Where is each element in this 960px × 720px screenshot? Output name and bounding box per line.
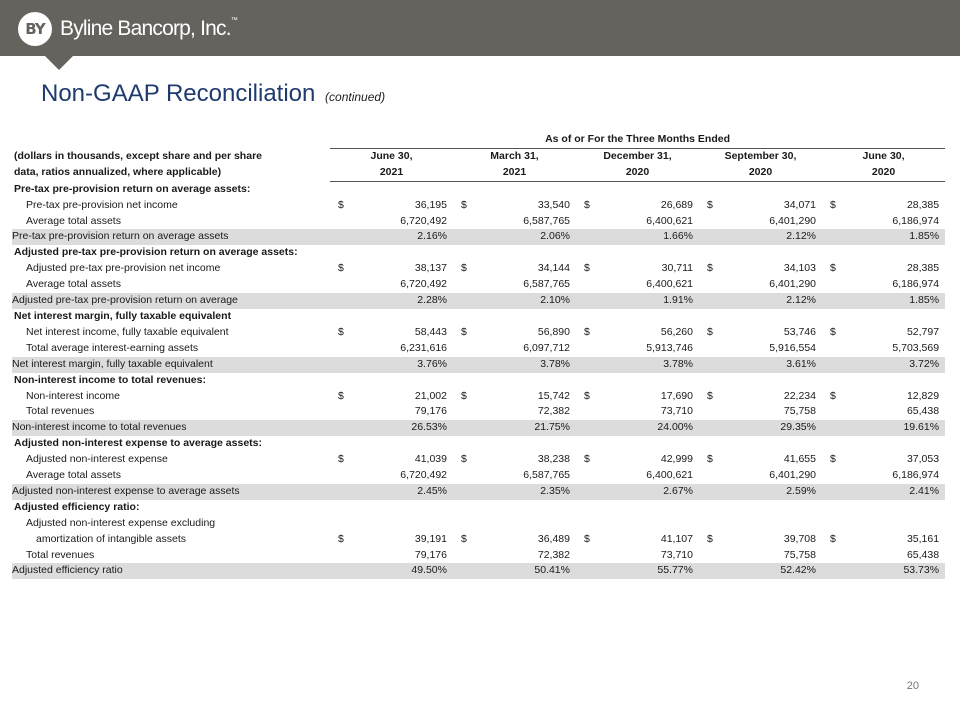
cell-value: 36,489 [537, 532, 570, 545]
table-row [12, 389, 945, 405]
row-label: Adjusted efficiency ratio [12, 563, 330, 579]
currency-symbol [822, 484, 842, 500]
currency-symbol [330, 404, 350, 420]
currency-symbol: $ [338, 389, 344, 402]
section-header-row [12, 436, 945, 452]
currency-symbol: $ [461, 198, 467, 211]
cell-value: 58,443 [414, 325, 447, 338]
cell-value: 26.53% [350, 420, 453, 436]
currency-symbol [576, 420, 596, 436]
cell-value [842, 516, 945, 532]
table-row [12, 404, 945, 420]
table-row [12, 452, 945, 468]
currency-symbol [453, 548, 473, 564]
column-header-row-2 [12, 165, 945, 181]
currency-symbol [822, 277, 842, 293]
cell-value: 79,176 [414, 405, 447, 418]
currency-symbol: $ [584, 198, 590, 211]
period-month-header: December 31, [603, 149, 672, 162]
currency-symbol [330, 357, 350, 373]
currency-symbol [699, 229, 719, 245]
currency-symbol [453, 484, 473, 500]
cell-value: 52.42% [719, 563, 822, 579]
currency-symbol [822, 516, 842, 532]
cell-value: 22,234 [783, 389, 816, 402]
cell-value: 6,401,290 [769, 214, 816, 227]
table-row [12, 341, 945, 357]
currency-symbol [576, 484, 596, 500]
cell-value: 2.45% [350, 484, 453, 500]
group-header-spacer [12, 132, 330, 148]
section-header-row [12, 245, 945, 261]
currency-symbol [576, 516, 596, 532]
cell-value: 1.91% [596, 293, 699, 309]
cell-value: 75,758 [783, 405, 816, 418]
cell-value: 36,195 [414, 198, 447, 211]
currency-symbol [330, 341, 350, 357]
currency-symbol: $ [830, 389, 836, 402]
currency-symbol [453, 277, 473, 293]
currency-symbol: $ [830, 198, 836, 211]
currency-symbol [699, 214, 719, 230]
cell-value: 24.00% [596, 420, 699, 436]
cell-value: 6,186,974 [892, 214, 940, 227]
cell-value: 33,540 [537, 198, 570, 211]
currency-symbol [576, 277, 596, 293]
currency-symbol: $ [830, 325, 836, 338]
currency-symbol [822, 468, 842, 484]
period-month-header: September 30, [724, 149, 797, 162]
cell-value: 52,797 [906, 325, 940, 338]
cell-value: 73,710 [660, 405, 693, 418]
currency-symbol [699, 277, 719, 293]
cell-value: 65,438 [906, 548, 940, 561]
cell-value: 6,400,621 [646, 278, 693, 291]
period-year-header: 2020 [699, 165, 822, 181]
cell-value: 3.72% [842, 357, 945, 373]
cell-value: 1.85% [842, 293, 945, 309]
cell-value: 55.77% [596, 563, 699, 579]
cell-value: 21.75% [473, 420, 576, 436]
ratio-row [12, 293, 945, 309]
currency-symbol [576, 293, 596, 309]
currency-symbol [453, 229, 473, 245]
logo-trademark: ™ [230, 17, 237, 24]
currency-symbol [453, 341, 473, 357]
reconciliation-table-wrapper [12, 132, 945, 579]
row-label: Pre-tax pre-provision return on average assets: [14, 182, 251, 195]
currency-symbol [822, 404, 842, 420]
currency-symbol [330, 229, 350, 245]
table-row [12, 198, 945, 214]
page-title-main: Non-GAAP Reconciliation [41, 80, 316, 107]
currency-symbol: $ [830, 532, 836, 545]
label-header-line1: (dollars in thousands, except share and per share [14, 149, 262, 162]
currency-symbol [699, 404, 719, 420]
cell-value: 2.10% [473, 293, 576, 309]
page-title-sub: (continued) [325, 90, 386, 104]
cell-value: 6,401,290 [769, 469, 816, 482]
table-row [12, 532, 945, 548]
currency-symbol: $ [338, 453, 344, 466]
currency-symbol [576, 357, 596, 373]
cell-value: 3.78% [596, 357, 699, 373]
currency-symbol [699, 563, 719, 579]
cell-value: 6,401,290 [769, 278, 816, 291]
currency-symbol: $ [461, 262, 467, 275]
currency-symbol [576, 214, 596, 230]
cell-value: 56,260 [660, 325, 693, 338]
currency-symbol: $ [707, 198, 713, 211]
period-month-header: June 30, [862, 149, 905, 162]
currency-symbol [699, 516, 719, 532]
currency-symbol [330, 563, 350, 579]
currency-symbol [576, 468, 596, 484]
currency-symbol: $ [830, 262, 836, 275]
currency-symbol: $ [338, 198, 344, 211]
cell-value: 2.16% [350, 229, 453, 245]
cell-value: 6,400,621 [646, 469, 693, 482]
currency-symbol: $ [584, 532, 590, 545]
currency-symbol [822, 548, 842, 564]
cell-value: 34,103 [783, 262, 816, 275]
row-label: Adjusted pre-tax pre-provision net income [26, 262, 221, 275]
cell-value: 2.28% [350, 293, 453, 309]
cell-value: 6,400,621 [646, 214, 693, 227]
row-label: Total revenues [26, 405, 95, 418]
ratio-row [12, 229, 945, 245]
section-header-row [12, 181, 945, 197]
cell-value: 79,176 [414, 548, 447, 561]
currency-symbol: $ [830, 453, 836, 466]
currency-symbol: $ [461, 453, 467, 466]
cell-value: 28,385 [906, 198, 940, 211]
cell-value: 41,107 [660, 532, 693, 545]
currency-symbol [453, 293, 473, 309]
cell-value: 6,587,765 [523, 214, 570, 227]
period-month-header: June 30, [370, 149, 413, 162]
logo-text [60, 17, 237, 41]
ratio-row [12, 357, 945, 373]
currency-symbol [576, 563, 596, 579]
table-row [12, 261, 945, 277]
column-header-row-1 [12, 148, 945, 164]
cell-value: 3.61% [719, 357, 822, 373]
cell-value: 29.35% [719, 420, 822, 436]
period-year-header: 2021 [330, 165, 453, 181]
cell-value: 35,161 [906, 532, 940, 545]
logo-mark: BY [18, 12, 52, 46]
currency-symbol [453, 214, 473, 230]
row-label: Adjusted pre-tax pre-provision return on average [12, 293, 330, 309]
row-label: Net interest income, fully taxable equivalent [26, 325, 229, 338]
currency-symbol [330, 516, 350, 532]
cell-value: 15,742 [537, 389, 570, 402]
currency-symbol: $ [707, 453, 713, 466]
cell-value: 6,720,492 [400, 214, 447, 227]
cell-value: 37,053 [906, 453, 940, 466]
row-label: Adjusted non-interest expense excluding [26, 516, 216, 529]
currency-symbol [699, 548, 719, 564]
row-label: Adjusted pre-tax pre-provision return on average assets: [14, 246, 298, 259]
currency-symbol [453, 404, 473, 420]
cell-value: 6,097,712 [523, 341, 570, 354]
currency-symbol: $ [584, 325, 590, 338]
cell-value: 53.73% [842, 563, 945, 579]
cell-value: 2.12% [719, 229, 822, 245]
currency-symbol [330, 420, 350, 436]
currency-symbol [330, 277, 350, 293]
cell-value: 56,890 [537, 325, 570, 338]
logo-name: Byline Bancorp, Inc. [60, 17, 231, 40]
period-year-header: 2021 [453, 165, 576, 181]
currency-symbol: $ [461, 532, 467, 545]
currency-symbol [699, 468, 719, 484]
currency-symbol [330, 468, 350, 484]
cell-value [719, 516, 822, 532]
currency-symbol: $ [584, 262, 590, 275]
cell-value: 2.41% [842, 484, 945, 500]
currency-symbol [822, 293, 842, 309]
currency-symbol [699, 420, 719, 436]
cell-value: 41,655 [783, 453, 816, 466]
row-label: amortization of intangible assets [36, 532, 186, 545]
currency-symbol [453, 357, 473, 373]
page-title [41, 80, 385, 108]
row-label: Adjusted non-interest expense to average assets: [14, 437, 262, 450]
currency-symbol: $ [584, 453, 590, 466]
reconciliation-table [12, 132, 945, 579]
row-label: Net interest margin, fully taxable equivalent [14, 309, 232, 322]
currency-symbol [576, 341, 596, 357]
cell-value: 19.61% [842, 420, 945, 436]
cell-value: 39,708 [783, 532, 816, 545]
row-label: Pre-tax pre-provision return on average assets [12, 229, 330, 245]
cell-value: 2.67% [596, 484, 699, 500]
currency-symbol [699, 484, 719, 500]
cell-value: 12,829 [906, 389, 940, 402]
cell-value: 38,137 [414, 262, 447, 275]
cell-value: 2.35% [473, 484, 576, 500]
cell-value: 41,039 [414, 453, 447, 466]
cell-value: 6,720,492 [400, 469, 447, 482]
row-label: Average total assets [26, 278, 121, 291]
header-notch [45, 56, 73, 70]
cell-value: 6,587,765 [523, 469, 570, 482]
cell-value: 6,186,974 [892, 469, 940, 482]
cell-value: 49.50% [350, 563, 453, 579]
cell-value: 2.06% [473, 229, 576, 245]
table-row [12, 548, 945, 564]
currency-symbol [822, 563, 842, 579]
currency-symbol: $ [707, 262, 713, 275]
currency-symbol [330, 293, 350, 309]
cell-value: 1.66% [596, 229, 699, 245]
currency-symbol: $ [707, 325, 713, 338]
ratio-row [12, 420, 945, 436]
cell-value: 75,758 [783, 548, 816, 561]
currency-symbol: $ [461, 325, 467, 338]
currency-symbol [576, 404, 596, 420]
cell-value: 42,999 [660, 453, 693, 466]
currency-symbol [576, 229, 596, 245]
currency-symbol [330, 214, 350, 230]
period-year-header: 2020 [822, 165, 945, 181]
row-label: Pre-tax pre-provision net income [26, 198, 178, 211]
cell-value: 28,385 [906, 262, 940, 275]
currency-symbol: $ [338, 262, 344, 275]
row-label: Adjusted non-interest expense to average assets [12, 484, 330, 500]
cell-value [350, 516, 453, 532]
currency-symbol [699, 357, 719, 373]
currency-symbol [822, 357, 842, 373]
table-row [12, 214, 945, 230]
cell-value: 38,238 [537, 453, 570, 466]
cell-value: 34,071 [783, 198, 816, 211]
currency-symbol [699, 341, 719, 357]
company-logo [18, 12, 237, 46]
period-month-header: March 31, [490, 149, 539, 162]
cell-value: 2.59% [719, 484, 822, 500]
group-header: As of or For the Three Months Ended [330, 132, 945, 148]
cell-value: 72,382 [537, 548, 570, 561]
row-label: Total revenues [26, 548, 95, 561]
cell-value: 50.41% [473, 563, 576, 579]
cell-value: 5,913,746 [646, 341, 693, 354]
cell-value: 6,587,765 [523, 278, 570, 291]
cell-value: 1.85% [842, 229, 945, 245]
currency-symbol: $ [707, 389, 713, 402]
row-label: Average total assets [26, 469, 121, 482]
currency-symbol: $ [338, 325, 344, 338]
currency-symbol [453, 420, 473, 436]
ratio-row [12, 484, 945, 500]
table-row [12, 516, 945, 532]
page-number: 20 [906, 680, 919, 692]
currency-symbol [453, 516, 473, 532]
cell-value: 21,002 [414, 389, 447, 402]
currency-symbol [576, 548, 596, 564]
currency-symbol [699, 293, 719, 309]
header-bar [0, 0, 960, 56]
group-header-row [12, 132, 945, 148]
cell-value: 65,438 [906, 405, 940, 418]
table-row [12, 277, 945, 293]
currency-symbol: $ [707, 532, 713, 545]
cell-value [596, 516, 699, 532]
row-label: Total average interest-earning assets [26, 341, 199, 354]
cell-value: 30,711 [661, 262, 693, 275]
row-label: Adjusted efficiency ratio: [14, 500, 140, 513]
cell-value: 17,690 [660, 389, 693, 402]
cell-value: 6,231,616 [400, 341, 447, 354]
currency-symbol [453, 563, 473, 579]
cell-value [473, 516, 576, 532]
currency-symbol: $ [584, 389, 590, 402]
cell-value: 53,746 [783, 325, 816, 338]
cell-value: 6,720,492 [400, 278, 447, 291]
currency-symbol [822, 214, 842, 230]
currency-symbol: $ [461, 389, 467, 402]
label-header-line2: data, ratios annualized, where applicable) [14, 166, 222, 179]
currency-symbol [822, 229, 842, 245]
row-label: Net interest margin, fully taxable equivalent [12, 357, 330, 373]
row-label: Non-interest income to total revenues [12, 420, 330, 436]
section-header-row [12, 373, 945, 389]
cell-value: 39,191 [414, 532, 447, 545]
section-header-row [12, 309, 945, 325]
currency-symbol [822, 420, 842, 436]
currency-symbol [822, 341, 842, 357]
table-row [12, 325, 945, 341]
row-label: Adjusted non-interest expense [26, 453, 168, 466]
cell-value: 34,144 [537, 262, 570, 275]
cell-value: 5,703,569 [892, 341, 940, 354]
row-label: Average total assets [26, 214, 121, 227]
row-label: Non-interest income to total revenues: [14, 373, 206, 386]
cell-value: 26,689 [660, 198, 693, 211]
cell-value: 5,916,554 [769, 341, 816, 354]
cell-value: 3.78% [473, 357, 576, 373]
currency-symbol [330, 484, 350, 500]
cell-value: 72,382 [537, 405, 570, 418]
table-row [12, 468, 945, 484]
cell-value: 2.12% [719, 293, 822, 309]
currency-symbol [453, 468, 473, 484]
cell-value: 73,710 [660, 548, 693, 561]
currency-symbol: $ [338, 532, 344, 545]
cell-value: 6,186,974 [892, 278, 940, 291]
row-label: Non-interest income [26, 389, 120, 402]
currency-symbol [330, 548, 350, 564]
period-year-header: 2020 [576, 165, 699, 181]
cell-value: 3.76% [350, 357, 453, 373]
section-header-row [12, 500, 945, 516]
ratio-row [12, 563, 945, 579]
